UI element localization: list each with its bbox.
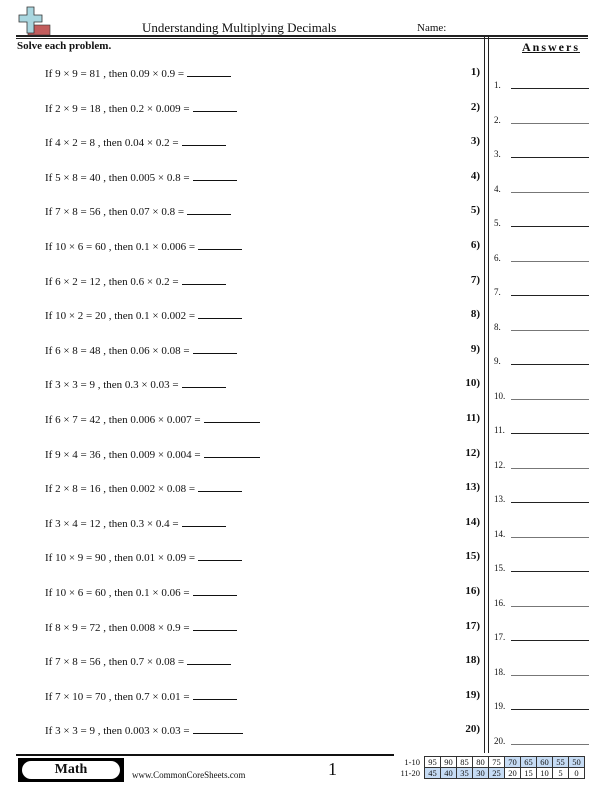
- problem-equation: If 6 × 8 = 48 , then 0.06 × 0.08 =: [45, 345, 190, 357]
- problem-equation: If 6 × 7 = 42 , then 0.006 × 0.007 =: [45, 414, 201, 426]
- answer-number: 16.: [494, 597, 506, 608]
- answer-blank[interactable]: [193, 689, 237, 700]
- problem-equation: If 4 × 2 = 8 , then 0.04 × 0.2 =: [45, 137, 179, 149]
- answer-line[interactable]: [511, 640, 589, 641]
- answer-blank[interactable]: [187, 66, 231, 77]
- problem-number: 20): [465, 723, 480, 735]
- answer-number: 1.: [494, 80, 501, 90]
- plus-logo-icon: [16, 5, 56, 37]
- answer-line[interactable]: [511, 468, 589, 469]
- answer-line[interactable]: [511, 606, 589, 607]
- page-number: 1: [328, 759, 337, 779]
- problem-equation: If 2 × 9 = 18 , then 0.2 × 0.009 =: [45, 103, 190, 115]
- problem-text: [45, 239, 242, 253]
- answer-slot: [494, 667, 505, 677]
- answer-line[interactable]: [511, 226, 589, 227]
- answer-slot: [494, 494, 505, 504]
- score-cell: 35: [457, 768, 473, 779]
- score-cell: 45: [425, 768, 441, 779]
- answer-blank[interactable]: [182, 377, 226, 388]
- problem-equation: If 10 × 6 = 60 , then 0.1 × 0.006 =: [45, 241, 196, 253]
- answer-line[interactable]: [511, 709, 589, 710]
- problem-text: [45, 585, 237, 599]
- problem-equation: If 10 × 6 = 60 , then 0.1 × 0.06 =: [45, 587, 190, 599]
- problem-text: [45, 170, 237, 184]
- problem-text: [45, 66, 231, 80]
- score-cell: 40: [441, 768, 457, 779]
- problem-equation: If 7 × 8 = 56 , then 0.07 × 0.8 =: [45, 206, 185, 218]
- problem-text: [45, 101, 237, 115]
- score-cell: 20: [505, 768, 521, 779]
- problem-number: 2): [470, 101, 480, 113]
- answer-slot: [494, 356, 501, 366]
- problem-number: 6): [470, 239, 480, 251]
- site-url: www.CommonCoreSheets.com: [132, 770, 246, 780]
- answer-blank[interactable]: [198, 239, 242, 250]
- score-cell: 55: [553, 757, 569, 768]
- problem-text: [45, 204, 231, 218]
- problem-number: 5): [470, 204, 480, 216]
- answer-line[interactable]: [511, 330, 589, 331]
- answer-number: 14.: [494, 528, 506, 539]
- answer-blank[interactable]: [198, 308, 242, 319]
- problem-number: 13): [465, 481, 480, 493]
- subject-badge: [18, 758, 124, 782]
- problem-equation: If 5 × 8 = 40 , then 0.005 × 0.8 =: [45, 172, 190, 184]
- subject-label: Math: [22, 761, 120, 779]
- problem-equation: If 3 × 4 = 12 , then 0.3 × 0.4 =: [45, 518, 179, 530]
- column-divider: [484, 37, 489, 753]
- problem-text: [45, 550, 242, 564]
- answer-number: 3.: [494, 149, 501, 159]
- score-cell: 15: [521, 768, 537, 779]
- problem-text: [45, 135, 226, 149]
- answer-number: 17.: [494, 632, 506, 642]
- answer-line[interactable]: [511, 261, 589, 262]
- problem-equation: If 3 × 3 = 9 , then 0.003 × 0.03 =: [45, 725, 190, 737]
- score-cell: 65: [521, 757, 537, 768]
- answer-slot: [494, 598, 505, 608]
- answer-blank[interactable]: [198, 550, 242, 561]
- answer-line[interactable]: [511, 433, 589, 434]
- score-cell: 95: [425, 757, 441, 768]
- score-cell: 80: [473, 757, 489, 768]
- answer-line[interactable]: [511, 502, 589, 503]
- answer-slot: [494, 736, 505, 746]
- problem-number: 1): [470, 66, 480, 78]
- problem-number: 18): [465, 654, 480, 666]
- answer-slot: [494, 149, 501, 159]
- answer-line[interactable]: [511, 744, 589, 745]
- answer-line[interactable]: [511, 88, 589, 89]
- answer-slot: [494, 632, 505, 642]
- answer-blank[interactable]: [204, 447, 260, 458]
- score-cell: 5: [553, 768, 569, 779]
- score-cell: 10: [537, 768, 553, 779]
- answer-slot: [494, 529, 505, 539]
- answer-blank[interactable]: [187, 204, 231, 215]
- answer-number: 9.: [494, 356, 501, 366]
- problem-text: [45, 620, 237, 634]
- footer-rule: [16, 754, 394, 756]
- problem-equation: If 7 × 8 = 56 , then 0.7 × 0.08 =: [45, 656, 185, 668]
- problem-number: 3): [470, 135, 480, 147]
- problem-equation: If 10 × 9 = 90 , then 0.01 × 0.09 =: [45, 552, 196, 564]
- score-cell: 75: [489, 757, 505, 768]
- score-row-label: 1-10: [404, 757, 420, 767]
- score-cell: 30: [473, 768, 489, 779]
- score-cell: 50: [569, 757, 585, 768]
- instructions: Solve each problem.: [17, 40, 112, 52]
- answer-slot: [494, 184, 501, 194]
- problem-number: 9): [470, 343, 480, 355]
- answer-slot: [494, 391, 505, 401]
- answer-slot: [494, 425, 505, 435]
- answer-number: 8.: [494, 321, 501, 332]
- problem-number: 4): [470, 170, 480, 182]
- answer-slot: [494, 115, 501, 125]
- problem-equation: If 3 × 3 = 9 , then 0.3 × 0.03 =: [45, 379, 179, 391]
- answer-slot: [494, 253, 501, 263]
- answer-number: 5.: [494, 218, 501, 228]
- answer-blank[interactable]: [182, 516, 226, 527]
- problem-text: [45, 412, 260, 426]
- problem-number: 12): [465, 447, 480, 459]
- problem-equation: If 10 × 2 = 20 , then 0.1 × 0.002 =: [45, 310, 196, 322]
- problem-text: [45, 274, 226, 288]
- answer-slot: [494, 701, 505, 711]
- answer-blank[interactable]: [193, 170, 237, 181]
- answer-slot: [494, 218, 501, 228]
- problem-number: 10): [465, 377, 480, 389]
- problem-equation: If 6 × 2 = 12 , then 0.6 × 0.2 =: [45, 276, 179, 288]
- answer-number: 7.: [494, 287, 501, 297]
- answer-number: 4.: [494, 183, 501, 194]
- answer-line[interactable]: [511, 675, 589, 676]
- problem-equation: If 9 × 9 = 81 , then 0.09 × 0.9 =: [45, 68, 185, 80]
- answer-number: 12.: [494, 459, 506, 470]
- answer-slot: [494, 80, 501, 90]
- problem-number: 15): [465, 550, 480, 562]
- score-cell: 0: [569, 768, 585, 779]
- problem-text: [45, 481, 242, 495]
- answer-number: 20.: [494, 735, 506, 746]
- problem-number: 11): [465, 412, 480, 424]
- problem-number: 8): [470, 308, 480, 320]
- answer-slot: [494, 460, 505, 470]
- answer-blank[interactable]: [193, 343, 237, 354]
- answer-blank[interactable]: [193, 585, 237, 596]
- answer-line[interactable]: [511, 399, 589, 400]
- answer-number: 15.: [494, 563, 506, 573]
- answer-blank[interactable]: [193, 620, 237, 631]
- problem-number: 14): [465, 516, 480, 528]
- answer-number: 10.: [494, 390, 506, 401]
- problem-equation: If 7 × 10 = 70 , then 0.7 × 0.01 =: [45, 691, 190, 703]
- score-cell: 70: [505, 757, 521, 768]
- problem-text: [45, 343, 237, 357]
- answer-number: 18.: [494, 666, 506, 677]
- answer-number: 6.: [494, 252, 501, 263]
- problem-text: [45, 377, 226, 391]
- answer-blank[interactable]: [187, 654, 231, 665]
- problem-text: [45, 308, 242, 322]
- problem-number: 17): [465, 620, 480, 632]
- answer-blank[interactable]: [204, 412, 260, 423]
- problem-text: [45, 689, 237, 703]
- answers-title: Answers: [522, 40, 580, 54]
- answer-line[interactable]: [511, 364, 589, 365]
- problem-equation: If 2 × 8 = 16 , then 0.002 × 0.08 =: [45, 483, 196, 495]
- answer-line[interactable]: [511, 123, 589, 124]
- problem-text: [45, 516, 226, 530]
- score-cell: 25: [489, 768, 505, 779]
- score-cell: 60: [537, 757, 553, 768]
- score-cell: 85: [457, 757, 473, 768]
- answer-blank[interactable]: [182, 274, 226, 285]
- answer-number: 2.: [494, 114, 501, 125]
- worksheet-title: Understanding Multiplying Decimals: [142, 20, 337, 35]
- problem-equation: If 9 × 4 = 36 , then 0.009 × 0.004 =: [45, 449, 201, 461]
- answer-line[interactable]: [511, 571, 589, 572]
- problem-text: [45, 447, 260, 461]
- answer-line[interactable]: [511, 192, 589, 193]
- answer-slot: [494, 563, 505, 573]
- answer-blank[interactable]: [182, 135, 226, 146]
- problem-text: [45, 723, 243, 737]
- score-row-label: 11-20: [400, 768, 420, 778]
- answer-line[interactable]: [511, 537, 589, 538]
- problem-number: 19): [465, 689, 480, 701]
- score-grid: [424, 756, 585, 779]
- answer-blank[interactable]: [193, 723, 243, 734]
- answer-slot: [494, 322, 501, 332]
- score-cell: 90: [441, 757, 457, 768]
- answer-line[interactable]: [511, 295, 589, 296]
- answer-line[interactable]: [511, 157, 589, 158]
- header-rule: [16, 35, 588, 39]
- answer-blank[interactable]: [193, 101, 237, 112]
- answer-slot: [494, 287, 501, 297]
- name-label: Name:: [417, 22, 447, 34]
- problem-equation: If 8 × 9 = 72 , then 0.008 × 0.9 =: [45, 622, 190, 634]
- answer-number: 13.: [494, 494, 506, 504]
- problem-number: 7): [470, 274, 480, 286]
- problem-text: [45, 654, 231, 668]
- problem-number: 16): [465, 585, 480, 597]
- answer-number: 11.: [494, 425, 505, 435]
- answer-number: 19.: [494, 701, 506, 711]
- answer-blank[interactable]: [198, 481, 242, 492]
